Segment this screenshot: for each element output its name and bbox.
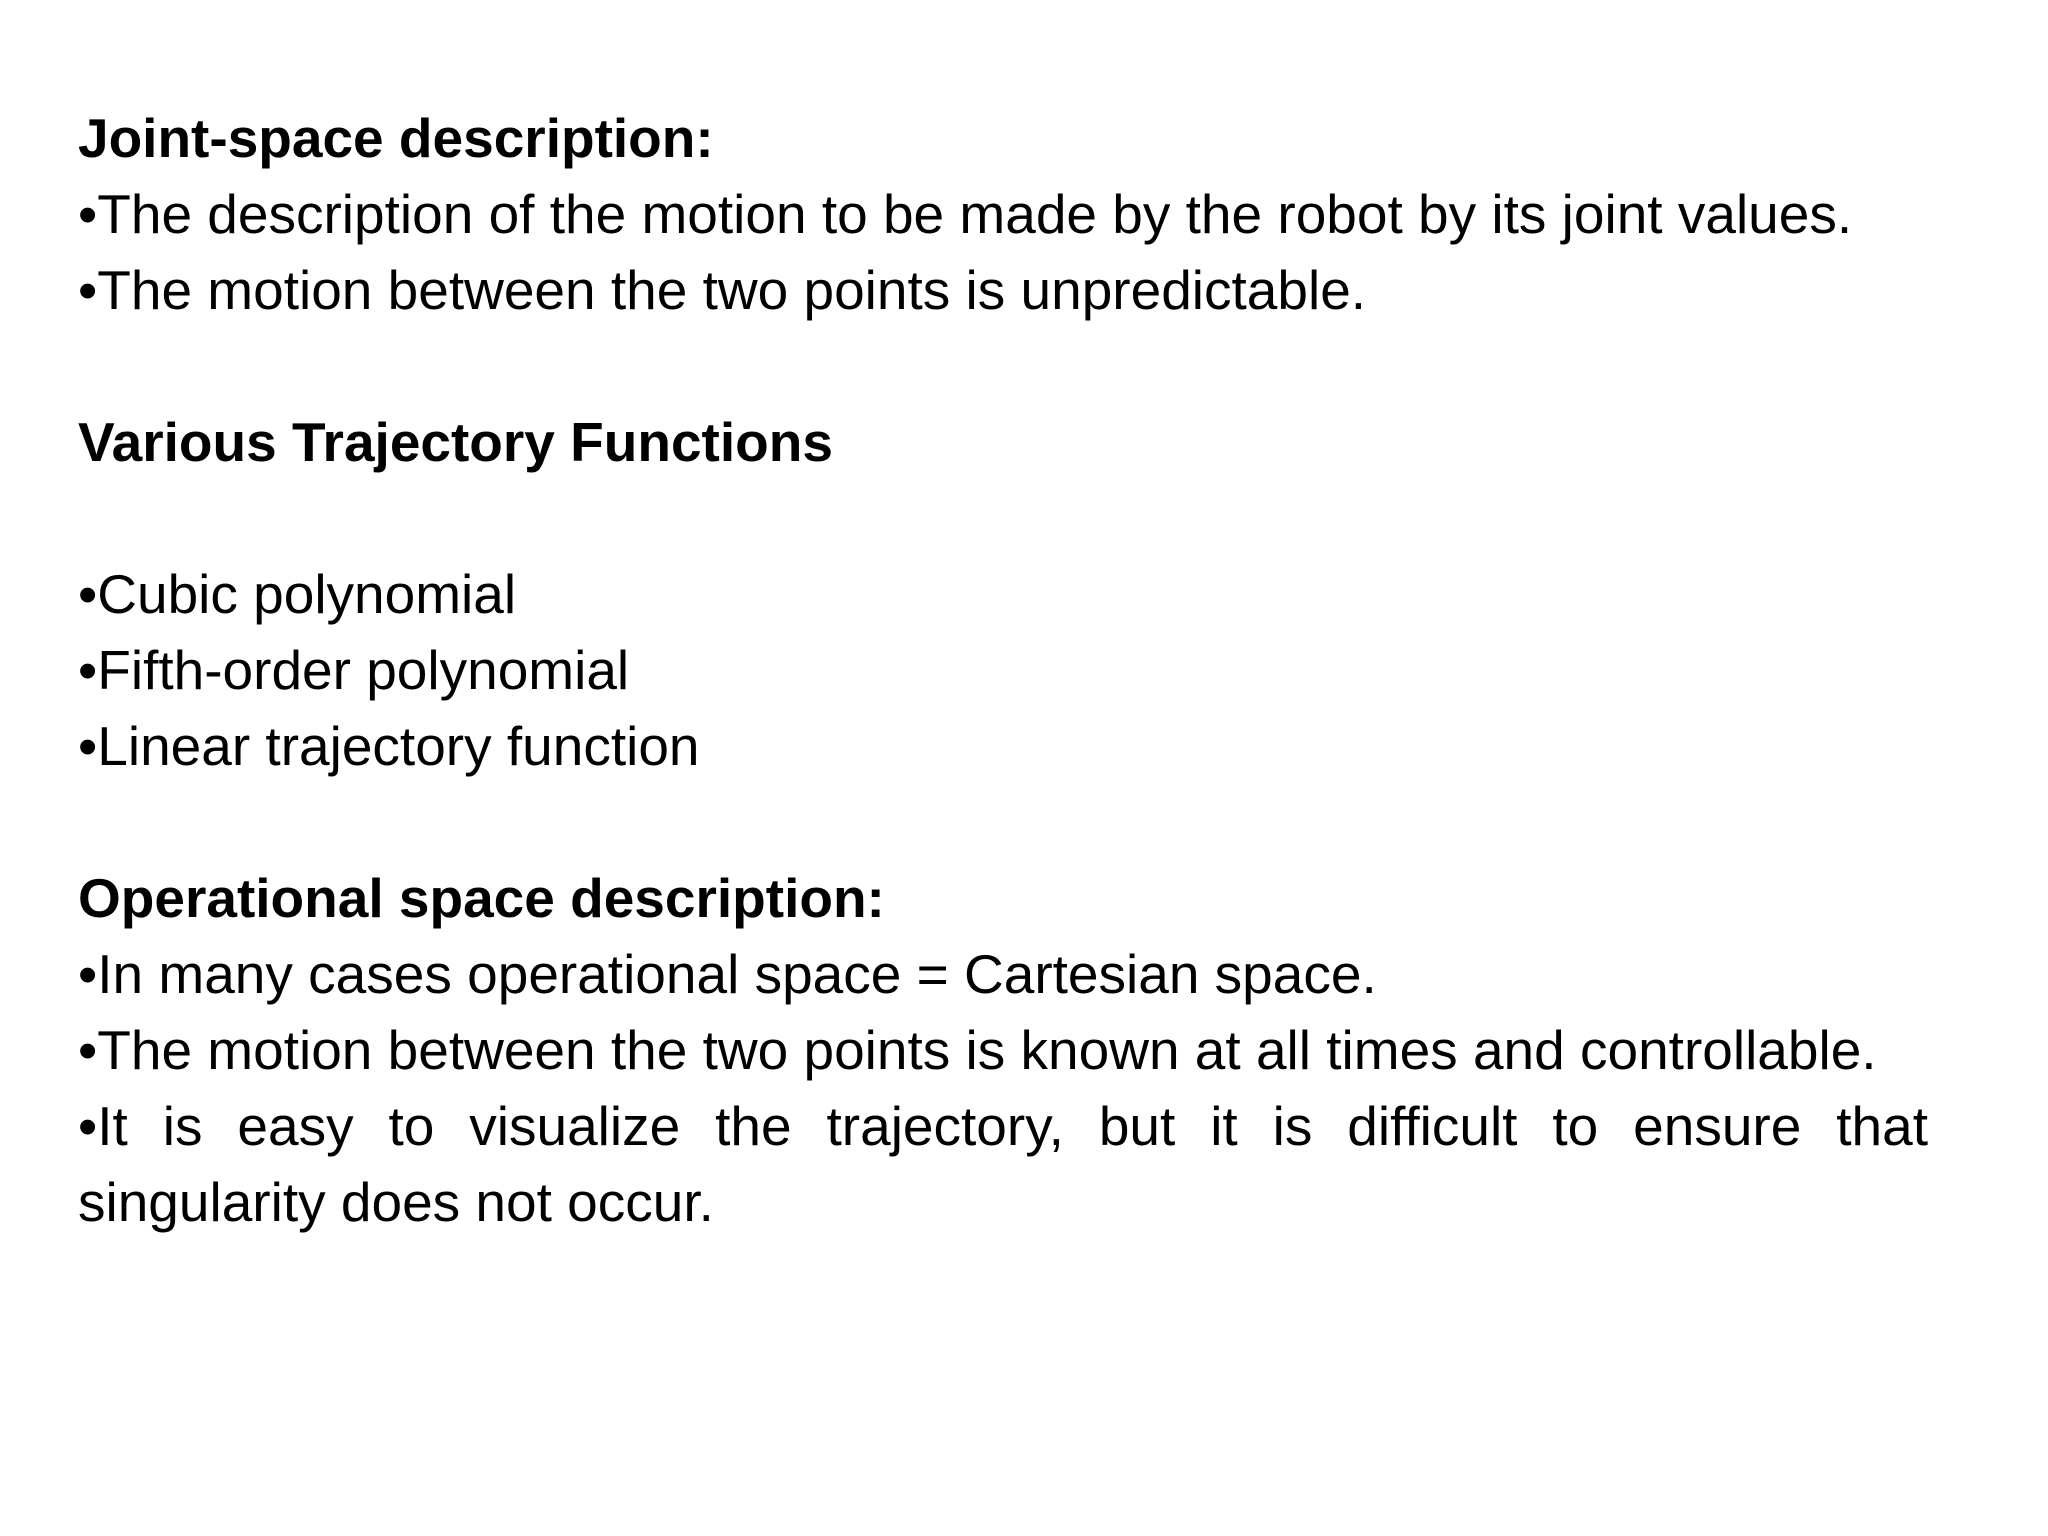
joint-space-item-1: •The description of the motion to be made by the robot by its joint values. [78,183,1853,245]
joint-space-item-2: •The motion between the two points is unpredictable. [78,259,1367,321]
trajectory-item-1: •Cubic polynomial [78,563,517,625]
slide-content [78,100,1928,1240]
spacer [78,328,1928,404]
spacer [78,480,1928,556]
operational-space-item-1: •In many cases operational space = Cartesian space. [78,943,1377,1005]
spacer [78,784,1928,860]
trajectory-item-3: •Linear trajectory function [78,715,700,777]
operational-space-item-2: •The motion between the two points is known at all times and controllable. [78,1019,1877,1081]
joint-space-heading: Joint-space description: [78,107,714,169]
operational-space-heading: Operational space description: [78,867,885,929]
trajectory-item-2: •Fifth-order polynomial [78,639,630,701]
operational-space-item-3: •It is easy to visualize the trajectory, but it is difficult to ensure that singularity does not occur. [78,1095,1928,1233]
trajectory-functions-heading: Various Trajectory Functions [78,411,833,473]
